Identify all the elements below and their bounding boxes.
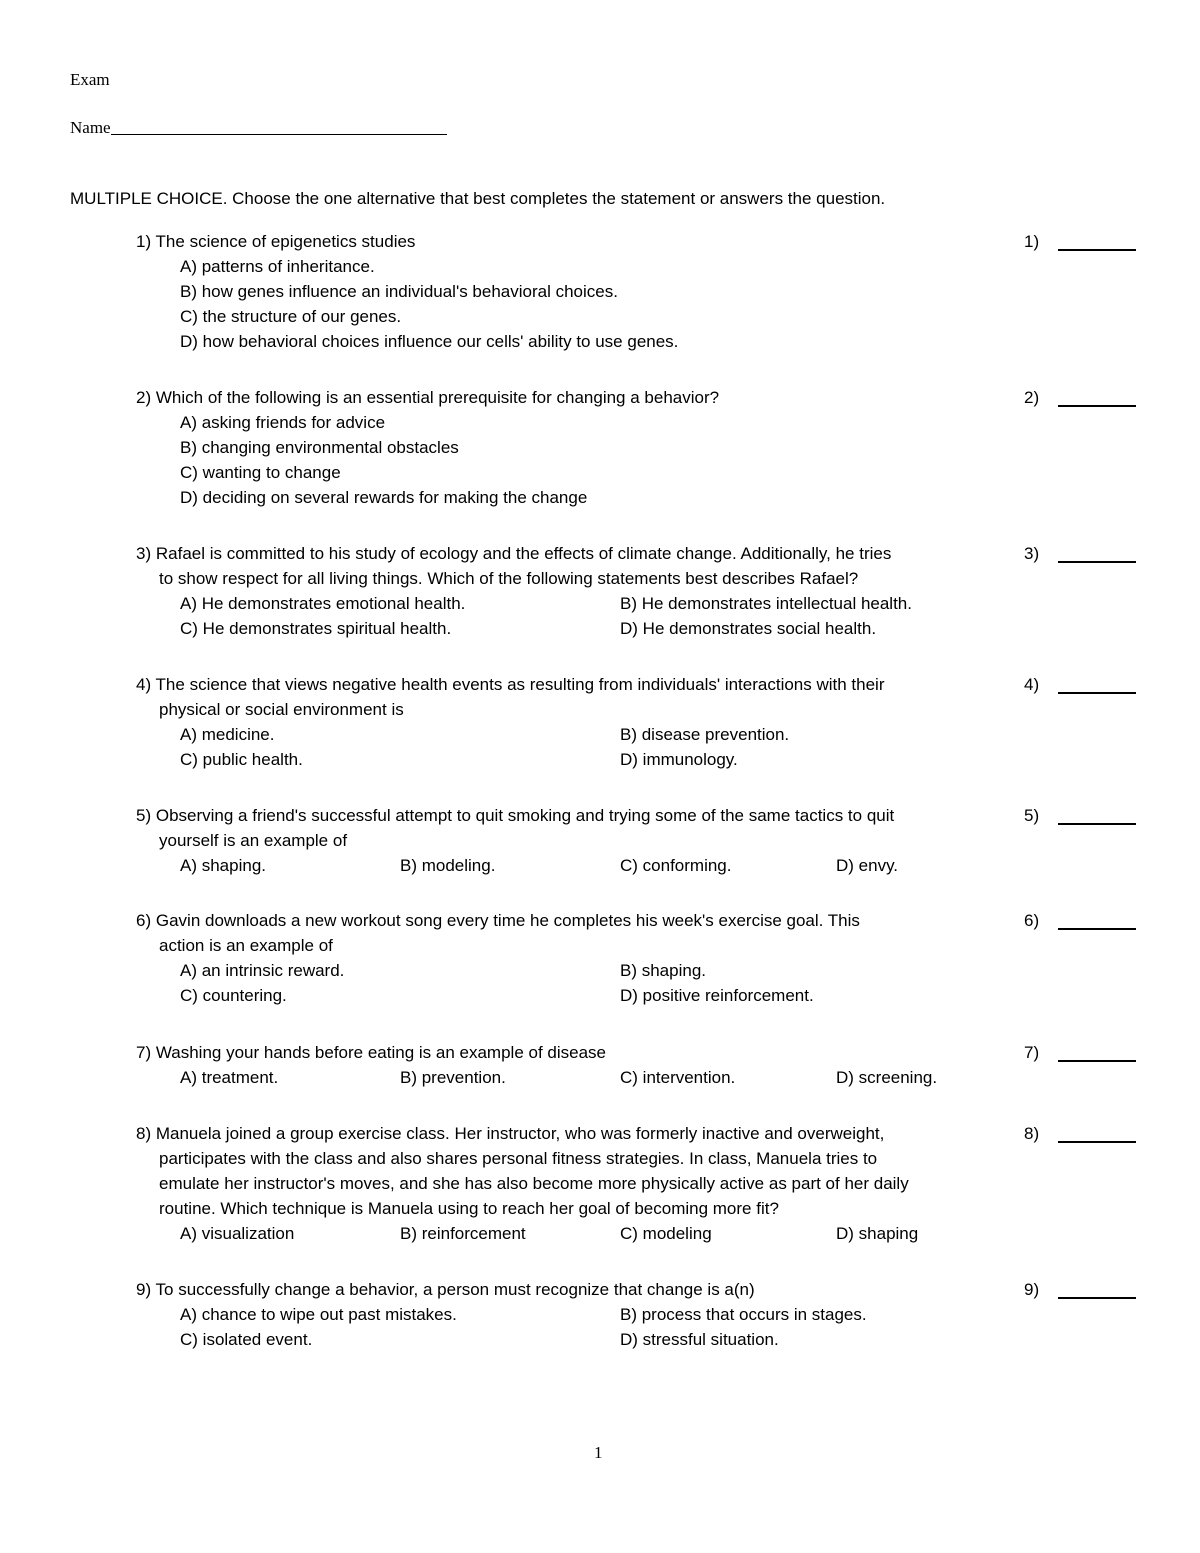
question-text-line: routine. Which technique is Manuela using to reach her goal of becoming more fit? (159, 1199, 779, 1218)
option-b: B) reinforcement (400, 1224, 526, 1243)
answer-slot (1024, 803, 1136, 828)
question-text-line: 4) The science that views negative health events as resulting from individuals' interactions with their (136, 675, 885, 694)
question-text-line: emulate her instructor's moves, and she has also become more physically active as part of her daily (159, 1174, 909, 1193)
question-text-line: 9) To successfully change a behavior, a person must recognize that change is a(n) (136, 1280, 755, 1299)
answer-blank[interactable] (1058, 692, 1136, 694)
option-d: D) stressful situation. (620, 1330, 779, 1349)
answer-blank[interactable] (1058, 561, 1136, 563)
option-b: B) disease prevention. (620, 725, 790, 744)
page-number: 1 (594, 1443, 603, 1462)
question-5 (136, 803, 1136, 878)
question-text-line: to show respect for all living things. Which of the following statements best describes Rafael? (159, 569, 859, 588)
question-6 (136, 908, 1136, 1008)
answer-number: 5) (1024, 806, 1040, 825)
option-d: D) positive reinforcement. (620, 986, 814, 1005)
question-7 (136, 1040, 1136, 1090)
option-b: B) prevention. (400, 1068, 506, 1087)
question-stem (136, 672, 1136, 697)
question-4 (136, 672, 1136, 772)
option-c: C) modeling (620, 1224, 712, 1243)
option-c: C) intervention. (620, 1068, 736, 1087)
option-c: C) public health. (180, 750, 303, 769)
question-stem (136, 803, 1136, 828)
answer-slot (1024, 541, 1136, 566)
option-d: D) envy. (836, 856, 899, 875)
question-2 (136, 385, 1136, 510)
option-a: A) chance to wipe out past mistakes. (180, 1305, 457, 1324)
question-text-line: physical or social environment is (159, 700, 404, 719)
option-c: C) wanting to change (180, 463, 341, 482)
option-c: C) countering. (180, 986, 287, 1005)
answer-blank[interactable] (1058, 823, 1136, 825)
question-text-line: 3) Rafael is committed to his study of ecology and the effects of climate change. Additionally, he tries (136, 544, 892, 563)
option-d: D) how behavioral choices influence our cells' ability to use genes. (180, 332, 679, 351)
answer-number: 8) (1024, 1124, 1040, 1143)
question-stem (136, 385, 1136, 410)
answer-number: 6) (1024, 911, 1040, 930)
option-d: D) He demonstrates social health. (620, 619, 877, 638)
option-d: D) deciding on several rewards for making the change (180, 488, 588, 507)
answer-slot (1024, 908, 1136, 933)
answer-slot (1024, 1040, 1136, 1065)
answer-number: 7) (1024, 1043, 1040, 1062)
answer-blank[interactable] (1058, 928, 1136, 930)
option-d: D) shaping (836, 1224, 919, 1243)
question-stem (136, 229, 1136, 254)
answer-slot (1024, 1121, 1136, 1146)
option-a: A) patterns of inheritance. (180, 257, 375, 276)
question-text-line: yourself is an example of (159, 831, 348, 850)
answer-blank[interactable] (1058, 405, 1136, 407)
answer-blank[interactable] (1058, 1141, 1136, 1143)
option-a: A) He demonstrates emotional health. (180, 594, 466, 613)
question-stem (136, 1121, 1136, 1146)
option-b: B) changing environmental obstacles (180, 438, 459, 457)
question-text-line: 5) Observing a friend's successful attempt to quit smoking and trying some of the same tactics to quit (136, 806, 895, 825)
name-label: Name (70, 118, 111, 137)
answer-number: 1) (1024, 232, 1040, 251)
option-d: D) immunology. (620, 750, 738, 769)
option-a: A) shaping. (180, 856, 266, 875)
answer-number: 4) (1024, 675, 1040, 694)
name-field-line[interactable] (111, 134, 447, 135)
option-b: B) modeling. (400, 856, 496, 875)
answer-slot (1024, 229, 1136, 254)
question-text-line: 2) Which of the following is an essential prerequisite for changing a behavior? (136, 388, 720, 407)
option-c: C) conforming. (620, 856, 732, 875)
question-text-line: 7) Washing your hands before eating is an example of disease (136, 1043, 607, 1062)
answer-blank[interactable] (1058, 249, 1136, 251)
option-a: A) asking friends for advice (180, 413, 386, 432)
question-1 (136, 229, 1136, 354)
answer-number: 3) (1024, 544, 1040, 563)
question-3 (136, 541, 1136, 641)
option-c: C) the structure of our genes. (180, 307, 402, 326)
question-stem (136, 541, 1136, 566)
option-b: B) He demonstrates intellectual health. (620, 594, 912, 613)
question-text-line: 1) The science of epigenetics studies (136, 232, 416, 251)
exam-title: Exam (70, 70, 110, 89)
instructions: MULTIPLE CHOICE. Choose the one alternative that best completes the statement or answers the question. (70, 189, 886, 208)
question-8 (136, 1121, 1136, 1246)
option-b: B) process that occurs in stages. (620, 1305, 867, 1324)
question-text-line: 8) Manuela joined a group exercise class. Her instructor, who was formerly inactive and overweight, (136, 1124, 885, 1143)
option-a: A) an intrinsic reward. (180, 961, 345, 980)
answer-number: 2) (1024, 388, 1040, 407)
option-d: D) screening. (836, 1068, 938, 1087)
answer-number: 9) (1024, 1280, 1040, 1299)
option-a: A) medicine. (180, 725, 275, 744)
question-text-line: participates with the class and also shares personal fitness strategies. In class, Manuela tries to (159, 1149, 878, 1168)
answer-blank[interactable] (1058, 1060, 1136, 1062)
question-stem (136, 1277, 1136, 1302)
option-a: A) visualization (180, 1224, 295, 1243)
option-c: C) isolated event. (180, 1330, 313, 1349)
answer-slot (1024, 1277, 1136, 1302)
question-stem (136, 908, 1136, 933)
name-row (70, 118, 447, 138)
option-b: B) how genes influence an individual's behavioral choices. (180, 282, 618, 301)
question-text-line: 6) Gavin downloads a new workout song every time he completes his week's exercise goal. This (136, 911, 860, 930)
answer-slot (1024, 385, 1136, 410)
answer-slot (1024, 672, 1136, 697)
question-stem (136, 1040, 1136, 1065)
question-text-line: action is an example of (159, 936, 333, 955)
option-a: A) treatment. (180, 1068, 279, 1087)
answer-blank[interactable] (1058, 1297, 1136, 1299)
option-c: C) He demonstrates spiritual health. (180, 619, 452, 638)
option-b: B) shaping. (620, 961, 706, 980)
question-9 (136, 1277, 1136, 1352)
